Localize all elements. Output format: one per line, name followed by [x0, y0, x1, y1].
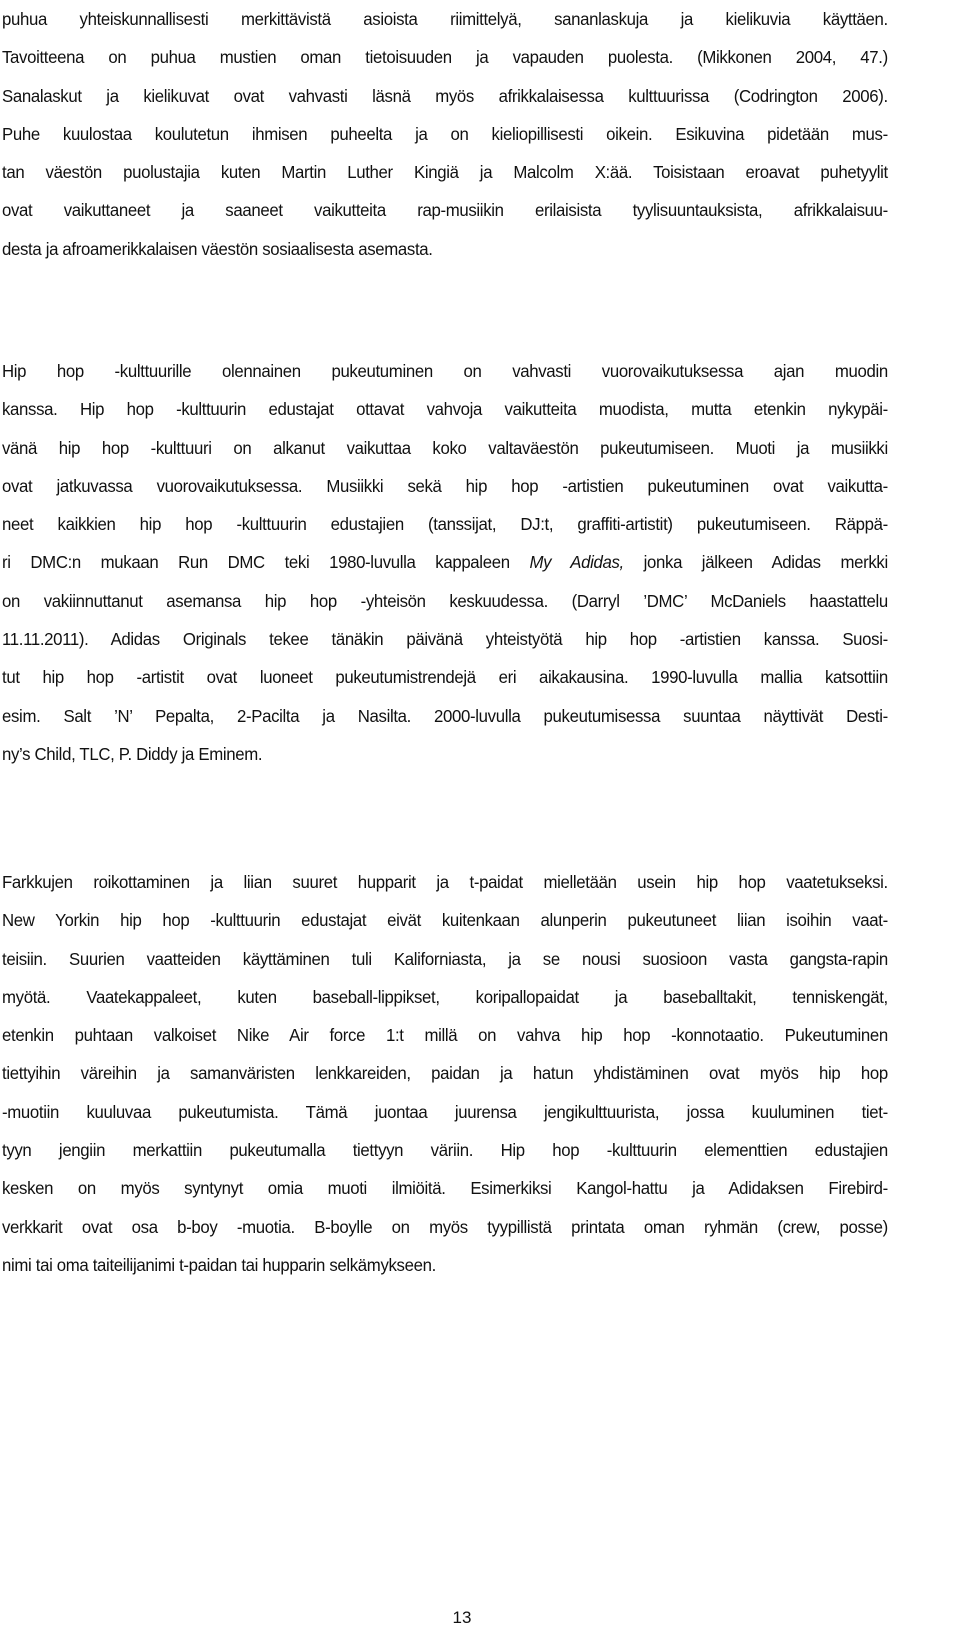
text-segment: Tavoitteena on puhua mustien oman tietoisuuden ja vapauden puolesta. (Mikkonen 2004, 47.)	[2, 47, 888, 68]
text-line	[2, 901, 888, 939]
text-segment: etenkin puhtaan valkoiset Nike Air force 1:t millä on vahva hip hop -konnotaatio. Pukeutuminen	[2, 1025, 888, 1046]
text-line	[2, 1208, 888, 1246]
text-line	[2, 658, 888, 696]
text-segment: New Yorkin hip hop -kulttuurin edustajat eivät kuitenkaan alunperin pukeutuneet liian isoihin vaat-	[2, 910, 888, 931]
text-segment: tyyn jengiin merkattiin pukeutumalla tiettyyn väriin. Hip hop -kulttuurin elementtien edustajien	[2, 1140, 888, 1161]
italic-title: My Adidas,	[529, 552, 624, 573]
paragraph	[2, 0, 888, 268]
text-line	[2, 1054, 888, 1092]
text-segment: desta ja afroamerikkalaisen väestön sosiaalisesta asemasta.	[2, 238, 433, 259]
text-segment: 11.11.2011). Adidas Originals tekee tänäkin päivänä yhteistyötä hip hop -artistien kanssa. Suosi-	[2, 629, 888, 650]
text-line	[2, 940, 888, 978]
text-line	[2, 582, 888, 620]
text-segment: on vakiinnuttanut asemansa hip hop -yhteisön keskuudessa. (Darryl ’DMC’ McDaniels haastattelu	[2, 590, 888, 611]
text-line	[2, 1131, 888, 1169]
text-line	[2, 115, 888, 153]
paragraph	[2, 863, 888, 1284]
text-segment: tut hip hop -artistit ovat luoneet pukeutumistrendejä eri aikakausina. 1990-luvulla mallia katsottiin	[2, 667, 888, 688]
text-segment: teisiin. Suurien vaatteiden käyttäminen tuli Kaliforniasta, ja se nousi suosioon vasta gangsta-rapin	[2, 948, 888, 969]
text-segment: neet kaikkien hip hop -kulttuurin edustajien (tanssijat, DJ:t, graffiti-artistit) pukeutumiseen. Räppä-	[2, 514, 888, 535]
text-segment: Hip hop -kulttuurille olennainen pukeutuminen on vahvasti vuorovaikutuksessa ajan muodin	[2, 361, 888, 381]
text-segment: ri DMC:n mukaan Run DMC teki 1980-luvulla kappaleen	[2, 552, 530, 573]
text-segment: -muotiin kuuluvaa pukeutumista. Tämä juontaa juurensa jengikulttuurista, jossa kuuluminen tiet-	[2, 1101, 888, 1122]
text-segment: ovat vaikuttaneet ja saaneet vaikutteita rap-musiikin erilaisista tyylisuuntauksista, afrikkalaisuu-	[2, 200, 888, 221]
text-line	[2, 38, 888, 76]
page-number: 13	[452, 1608, 472, 1627]
text-line	[2, 191, 888, 229]
text-line	[2, 467, 888, 505]
text-segment: tiettyihin väreihin ja samanväristen lenkkareiden, paidan ja hatun yhdistäminen ovat myös hip hop	[2, 1063, 888, 1084]
text-line	[2, 77, 888, 115]
text-line	[2, 1093, 888, 1131]
text-segment: nimi tai oma taiteilijanimi t-paidan tai hupparin selkämykseen.	[2, 1254, 436, 1275]
text-line	[2, 620, 888, 658]
text-line	[2, 1169, 888, 1207]
text-segment: ovat jatkuvassa vuorovaikutuksessa. Musiikki sekä hip hop -artistien pukeutuminen ovat vaikutta-	[2, 475, 888, 496]
text-line	[2, 543, 888, 581]
text-segment: myötä. Vaatekappaleet, kuten baseball-lippikset, koripallopaidat ja baseballtakit, tenniskengät,	[2, 986, 888, 1007]
text-segment: Sanalaskut ja kielikuvat ovat vahvasti läsnä myös afrikkalaisessa kulttuurissa (Codrington 2006).	[2, 85, 888, 106]
text-line	[2, 505, 888, 543]
text-line	[2, 390, 888, 428]
text-segment: Farkkujen roikottaminen ja liian suuret hupparit ja t-paidat mielletään usein hip hop vaatetukseksi.	[2, 872, 888, 892]
text-segment: Puhe kuulostaa koulutetun ihmisen puheelta ja on kieliopillisesti oikein. Esikuvina pidetään mus-	[2, 123, 888, 144]
text-segment: esim. Salt ’N’ Pepalta, 2-Pacilta ja Nasilta. 2000-luvulla pukeutumisessa suuntaa näyttivät Desti-	[2, 705, 888, 726]
text-line	[2, 735, 888, 773]
text-line	[2, 1016, 888, 1054]
text-segment: puhua yhteiskunnallisesti merkittävistä asioista riimittelyä, sananlaskuja ja kielikuvia käyttäen.	[2, 9, 888, 29]
text-line	[2, 697, 888, 735]
text-segment: tan väestön puolustajia kuten Martin Luther Kingiä ja Malcolm X:ää. Toisistaan eroavat puhetyylit	[2, 162, 888, 183]
text-segment: ny’s Child, TLC, P. Diddy ja Eminem.	[2, 743, 263, 764]
text-segment: jonka jälkeen Adidas merkki	[623, 552, 888, 573]
text-line	[2, 1246, 888, 1284]
text-segment: vänä hip hop -kulttuuri on alkanut vaikuttaa koko valtaväestön pukeutumiseen. Muoti ja musiikki	[2, 437, 888, 458]
text-line	[2, 429, 888, 467]
text-line	[2, 978, 888, 1016]
paragraph	[2, 352, 888, 773]
text-segment: kanssa. Hip hop -kulttuurin edustajat ottavat vahvoja vaikutteita muodista, mutta etenkin nykypäi-	[2, 399, 888, 420]
text-segment: verkkarit ovat osa b-boy -muotia. B-boylle on myös tyypillistä printata oman ryhmän (crew, posse)	[2, 1216, 888, 1237]
text-line	[2, 863, 888, 901]
text-line	[2, 153, 888, 191]
text-line	[2, 352, 888, 390]
text-segment: kesken on myös syntynyt omia muoti ilmiöitä. Esimerkiksi Kangol-hattu ja Adidaksen Firebird-	[2, 1178, 888, 1199]
text-line	[2, 0, 888, 38]
text-line	[2, 230, 888, 268]
